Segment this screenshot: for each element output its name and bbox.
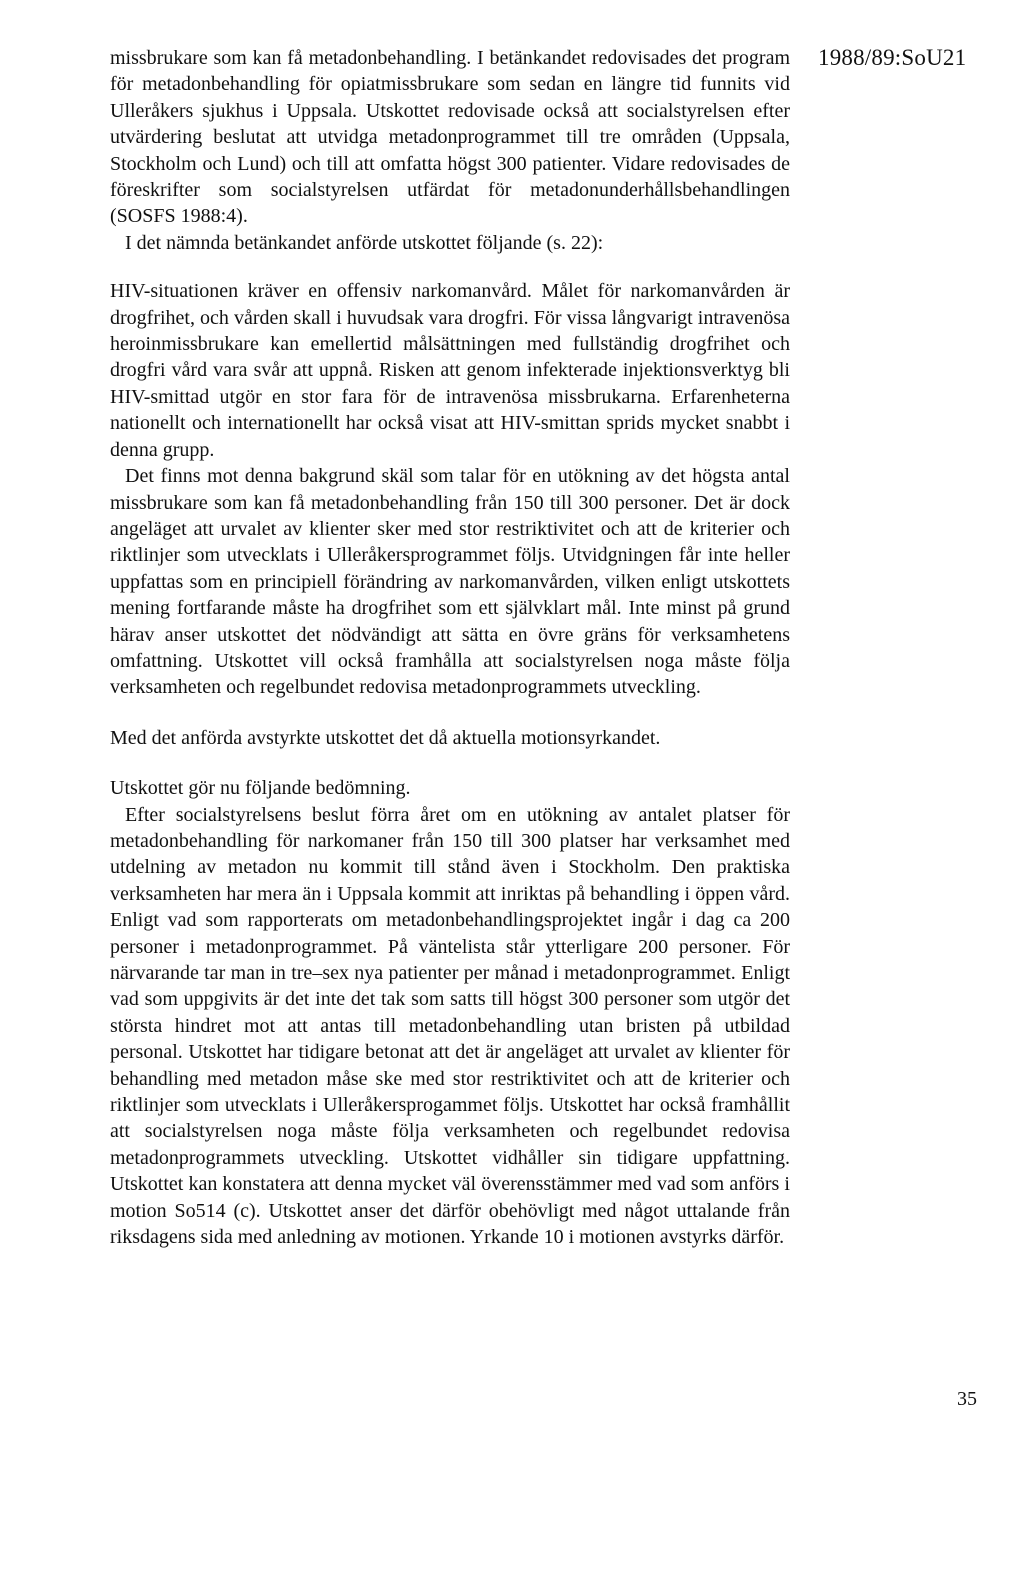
quote-paragraph: Det finns mot denna bakgrund skäl som talar för en utökning av det högsta antal missbrukare som kan få metadonbehandling från 150 till 300 personer. Det är dock angeläget att urvalet av klienter sker med stor restriktivitet och att de kriterier och riktlinjer som utvecklats i Ulleråkersprogrammet följs. Utvidgningen får inte heller uppfattas som en principiell förändring av narkomanvården, vilken enligt utskottets mening fortfarande måste ha drogfrihet som ett självklart mål. Inte minst på grund härav anser utskottet det nödvändigt att sätta en övre gräns för verksamhetens omfattning. Utskottet vill också framhålla att socialstyrelsen noga måste följa verksamheten och regelbundet redovisa metadonprogrammets utveckling. <box>110 465 790 699</box>
page-number: 35 <box>957 1388 977 1410</box>
quote-paragraph: HIV-situationen kräver en offensiv narkomanvård. Målet för narkomanvården är drogfrihet, och vården skall i huvudsak vara drogfri. För vissa långvarigt intravenösa heroinmissbrukare kan emellertid målsättningen med fullständig drogfrihet och drogfri vård vara svår att uppnå. Risken att genom infekterade injektionsverktyg bli HIV-smittad utgör en stor fara för de intravenösa missbrukarna. Erfarenheterna nationellt och internationellt har också visat att HIV-smittan sprids mycket snabbt i denna grupp. <box>110 280 790 461</box>
conclusion-paragraph: Med det anförda avstyrkte utskottet det då aktuella motionsyrkandet. <box>110 726 661 749</box>
quote-intro: I det nämnda betänkandet anförde utskottet följande (s. 22): <box>125 231 604 254</box>
assessment-paragraph: Efter socialstyrelsens beslut förra året om en utökning av antalet platser för metadonbehandling för narkomaner från 150 till 300 platser har verksamhet med utdelning av metadon nu kommit till stånd även i Stockholm. Den praktiska verksamheten har mera än i Uppsala kommit att inriktas på behandling i öppen vård. Enligt vad som rapporterats om metadonbehandlingsprojektet ingår i dag ca 200 personer i metadonprogrammet. På väntelista står ytterligare 200 personer. För närvarande tar man in tre–sex nya patienter per månad i metadonprogrammet. Enligt vad som uppgivits är det inte det tak som satts till högst 300 personer som utgör det största hindret mot att antas till metadonbehandling utan bristen på utbildad personal. Utskottet har tidigare betonat att det är angeläget att urvalet av klienter för behandling med metadon måse ske med stor restriktivitet och att de kriterier och riktlinjer som utvecklats i Ulleråkersprogammet följs. Utskottet har också framhållit att socialstyrelsen noga måste följa verksamheten och regelbundet redovisa metadonprogrammets utveckling. Utskottet vidhåller sin tidigare uppfattning. Utskottet kan konstatera att denna mycket väl överensstämmer med vad som anförs i motion So514 (c). Utskottet anser det därför obehövligt med något uttalande från riksdagens sida med anledning av motionen. Yrkande 10 i motionen avstyrks därför. <box>110 803 790 1249</box>
document-reference: 1988/89:SoU21 <box>818 45 967 70</box>
intro-paragraph: missbrukare som kan få metadonbehandling. I betänkandet redovisades det program för metadonbehandling för opiatmissbrukare som sedan en längre tid funnits vid Ulleråkers sjukhus i Uppsala. Utskottet redovisade också att socialstyrelsen efter utvärdering beslutat att utvidga metadonprogrammet till tre områden (Uppsala, Stockholm och Lund) och till att omfatta högst 300 patienter. Vidare redovisades de föreskrifter som socialstyrelsen utfärdat för metadonunderhållsbehandlingen (SOSFS 1988:4). <box>110 47 790 228</box>
main-text-column <box>110 45 790 1250</box>
assessment-heading: Utskottet gör nu följande bedömning. <box>110 777 411 800</box>
quoted-passage <box>110 278 790 701</box>
